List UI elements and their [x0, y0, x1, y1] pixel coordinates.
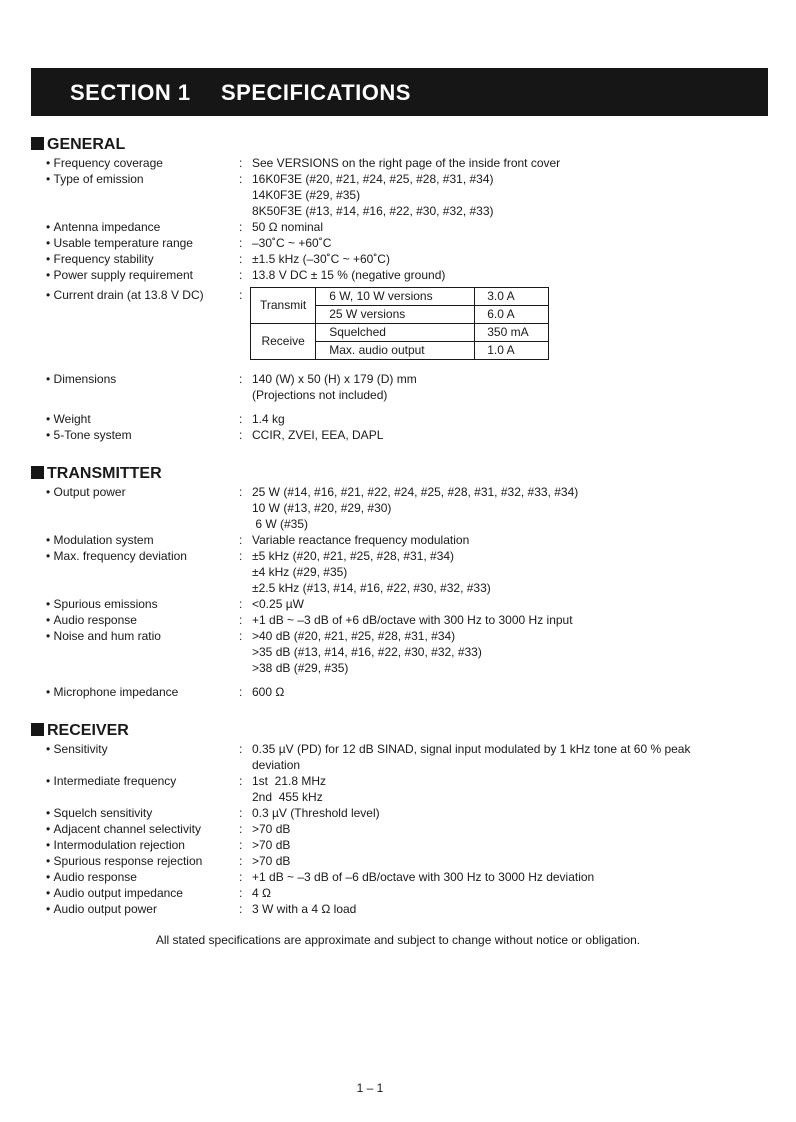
spec-values — [252, 267, 768, 283]
spec-values — [252, 901, 768, 917]
spec-colon: : — [239, 533, 243, 547]
spec-values — [252, 251, 768, 267]
spec-values — [252, 741, 768, 773]
spec-row — [31, 371, 768, 403]
spec-label: • Modulation system — [46, 532, 236, 548]
spec-label: • Output power — [46, 484, 236, 500]
spec-value-line: 140 (W) x 50 (H) x 179 (D) mm — [252, 372, 417, 386]
spec-value-line: See VERSIONS on the right page of the inside front cover — [252, 156, 561, 170]
spec-row-current-drain — [31, 287, 768, 360]
spec-row — [31, 171, 768, 219]
transmit-cell: Transmit — [251, 288, 316, 324]
spec-row — [31, 427, 768, 443]
spec-row — [31, 267, 768, 283]
spec-colon: : — [239, 870, 243, 884]
spec-label: • Intermediate frequency — [46, 773, 236, 789]
spec-value-line: (Projections not included) — [252, 388, 388, 402]
receiver-rows — [31, 741, 768, 917]
spec-label: • Audio response — [46, 612, 236, 628]
spec-row — [31, 684, 768, 700]
spec-colon: : — [239, 822, 243, 836]
general-rows-1 — [31, 155, 768, 283]
spec-value-line: 16K0F3E (#20, #21, #24, #25, #28, #31, #34) — [252, 172, 494, 186]
spec-label: • Power supply requirement — [46, 267, 236, 283]
spec-value-line: >35 dB (#13, #14, #16, #22, #30, #32, #33) — [252, 645, 482, 659]
table-cell: 1.0 A — [475, 342, 549, 360]
spec-row — [31, 773, 768, 805]
spec-row — [31, 596, 768, 612]
spec-colon: : — [239, 774, 243, 788]
spec-colon: : — [239, 252, 243, 266]
table-cell: Squelched — [316, 324, 475, 342]
spec-values — [252, 532, 768, 548]
spec-value-line: 0.35 µV (PD) for 12 dB SINAD, signal input modulated by 1 kHz tone at 60 % peak — [252, 742, 691, 756]
spec-label: • Adjacent channel selectivity — [46, 821, 236, 837]
receiver-heading: RECEIVER — [31, 722, 768, 740]
table-cell: 3.0 A — [475, 288, 549, 306]
spec-colon: : — [239, 685, 243, 699]
spec-row — [31, 805, 768, 821]
spec-values — [252, 612, 768, 628]
transmitter-section — [31, 465, 768, 700]
spec-value-line: –30˚C ~ +60˚C — [252, 236, 332, 250]
table-row — [251, 288, 549, 306]
spec-value-line: 1.4 kg — [252, 412, 285, 426]
page-number: 1 – 1 — [356, 1081, 384, 1095]
spec-row — [31, 532, 768, 548]
spec-label: • Antenna impedance — [46, 219, 236, 235]
spec-colon: : — [239, 268, 243, 282]
spec-value-line: ±4 kHz (#29, #35) — [252, 565, 348, 579]
spec-label: • 5-Tone system — [46, 427, 236, 443]
page-title: SPECIFICATIONS — [221, 80, 411, 105]
spec-label: • Audio output impedance — [46, 885, 236, 901]
spec-value-line: 2nd 455 kHz — [252, 790, 323, 804]
spec-values — [252, 684, 768, 700]
section-square-icon — [31, 137, 44, 150]
spec-value-line: ±1.5 kHz (–30˚C ~ +60˚C) — [252, 252, 390, 266]
table-cell: Max. audio output — [316, 342, 475, 360]
table-cell: 6 W, 10 W versions — [316, 288, 475, 306]
spec-value-line: +1 dB ~ –3 dB of +6 dB/octave with 300 Hz to 3000 Hz input — [252, 613, 573, 627]
spec-row — [31, 901, 768, 917]
disclaimer-note: All stated specifications are approximate and subject to change without notice or obligation. — [155, 933, 641, 947]
spec-value-line: 13.8 V DC ± 15 % (negative ground) — [252, 268, 446, 282]
spec-value-line: 6 W (#35) — [252, 517, 309, 531]
spec-row — [31, 548, 768, 596]
section-banner — [31, 68, 768, 116]
current-drain-table — [250, 287, 549, 360]
spec-row — [31, 155, 768, 171]
spec-value-line: >70 dB — [252, 838, 291, 852]
section-square-icon — [31, 466, 44, 479]
spec-values — [252, 805, 768, 821]
spec-row — [31, 411, 768, 427]
spec-value-line: Variable reactance frequency modulation — [252, 533, 470, 547]
spec-label: • Sensitivity — [46, 741, 236, 757]
spec-colon: : — [239, 886, 243, 900]
spec-colon: : — [239, 597, 243, 611]
spec-colon: : — [239, 428, 243, 442]
spec-row — [31, 853, 768, 869]
spec-value-line: >70 dB — [252, 822, 291, 836]
spec-row — [31, 741, 768, 773]
spec-label: • Max. frequency deviation — [46, 548, 236, 564]
spec-row — [31, 869, 768, 885]
transmitter-rows — [31, 484, 768, 700]
spec-label: • Spurious response rejection — [46, 853, 236, 869]
spec-colon: : — [239, 806, 243, 820]
spec-row — [31, 612, 768, 628]
spec-values — [252, 235, 768, 251]
spec-value-line: ±5 kHz (#20, #21, #25, #28, #31, #34) — [252, 549, 455, 563]
spec-value-line: 10 W (#13, #20, #29, #30) — [252, 501, 392, 515]
spec-row — [31, 885, 768, 901]
spec-label: • Dimensions — [46, 371, 236, 387]
spec-value-line: CCIR, ZVEI, EEA, DAPL — [252, 428, 384, 442]
spec-value-line: +1 dB ~ –3 dB of –6 dB/octave with 300 Hz to 3000 Hz deviation — [252, 870, 595, 884]
table-cell: 6.0 A — [475, 306, 549, 324]
spec-values — [252, 596, 768, 612]
spec-values — [252, 155, 768, 171]
spec-value-line: 1st 21.8 MHz — [252, 774, 327, 788]
spec-label: • Intermodulation rejection — [46, 837, 236, 853]
spec-values — [252, 484, 768, 532]
spec-label: • Squelch sensitivity — [46, 805, 236, 821]
spec-values — [252, 171, 768, 219]
table-cell: 350 mA — [475, 324, 549, 342]
spec-colon: : — [239, 629, 243, 643]
spec-value-line: <0.25 µW — [252, 597, 304, 611]
spec-row — [31, 484, 768, 532]
spec-colon: : — [239, 742, 243, 756]
spec-value-line: 8K50F3E (#13, #14, #16, #22, #30, #32, #33) — [252, 204, 494, 218]
spec-values — [252, 287, 768, 360]
spec-values — [252, 837, 768, 853]
section-number: SECTION 1 — [70, 80, 191, 105]
spec-label: • Current drain (at 13.8 V DC) — [46, 287, 236, 303]
spec-values — [252, 628, 768, 676]
receive-cell: Receive — [251, 324, 316, 360]
spec-label: • Type of emission — [46, 171, 236, 187]
spec-values — [252, 821, 768, 837]
general-section — [31, 136, 768, 443]
spec-colon: : — [239, 613, 243, 627]
receiver-section — [31, 722, 768, 917]
spec-label: • Weight — [46, 411, 236, 427]
section-square-icon — [31, 723, 44, 736]
spec-colon: : — [239, 902, 243, 916]
spec-value-line: 50 Ω nominal — [252, 220, 324, 234]
spec-colon: : — [239, 288, 243, 302]
general-heading: GENERAL — [31, 136, 768, 154]
spec-value-line: >70 dB — [252, 854, 291, 868]
spec-row — [31, 219, 768, 235]
spec-row — [31, 628, 768, 676]
spec-value-line: >40 dB (#20, #21, #25, #28, #31, #34) — [252, 629, 456, 643]
spec-value-line: 25 W (#14, #16, #21, #22, #24, #25, #28, #31, #32, #33, #34) — [252, 485, 579, 499]
spec-colon: : — [239, 549, 243, 563]
spec-label: • Audio output power — [46, 901, 236, 917]
spec-values — [252, 773, 768, 805]
spec-row — [31, 251, 768, 267]
table-cell: 25 W versions — [316, 306, 475, 324]
spec-values — [252, 411, 768, 427]
spec-colon: : — [239, 172, 243, 186]
spec-colon: : — [239, 236, 243, 250]
spec-row — [31, 235, 768, 251]
spec-label: • Audio response — [46, 869, 236, 885]
spec-colon: : — [239, 412, 243, 426]
spec-label: • Microphone impedance — [46, 684, 236, 700]
spec-label: • Spurious emissions — [46, 596, 236, 612]
spec-label: • Usable temperature range — [46, 235, 236, 251]
general-rows-2 — [31, 371, 768, 443]
spec-colon: : — [239, 372, 243, 386]
spec-values — [252, 885, 768, 901]
spec-colon: : — [239, 854, 243, 868]
spec-values — [252, 427, 768, 443]
spec-colon: : — [239, 156, 243, 170]
spec-row — [31, 837, 768, 853]
spec-value-line: >38 dB (#29, #35) — [252, 661, 349, 675]
table-row — [251, 324, 549, 342]
spec-values — [252, 869, 768, 885]
spec-value-line: 0.3 µV (Threshold level) — [252, 806, 380, 820]
spec-label: • Noise and hum ratio — [46, 628, 236, 644]
spec-value-line: deviation — [252, 758, 301, 772]
spec-row — [31, 821, 768, 837]
spec-value-line: 600 Ω — [252, 685, 285, 699]
spec-colon: : — [239, 485, 243, 499]
spec-value-line: 3 W with a 4 Ω load — [252, 902, 357, 916]
spec-values — [252, 371, 768, 403]
transmitter-heading: TRANSMITTER — [31, 465, 768, 483]
spec-colon: : — [239, 220, 243, 234]
spec-value-line: 14K0F3E (#29, #35) — [252, 188, 361, 202]
spec-colon: : — [239, 838, 243, 852]
spec-values — [252, 548, 768, 596]
spec-label: • Frequency coverage — [46, 155, 236, 171]
spec-values — [252, 853, 768, 869]
spec-values — [252, 219, 768, 235]
spec-label: • Frequency stability — [46, 251, 236, 267]
spec-value-line: ±2.5 kHz (#13, #14, #16, #22, #30, #32, #33) — [252, 581, 491, 595]
spec-value-line: 4 Ω — [252, 886, 271, 900]
